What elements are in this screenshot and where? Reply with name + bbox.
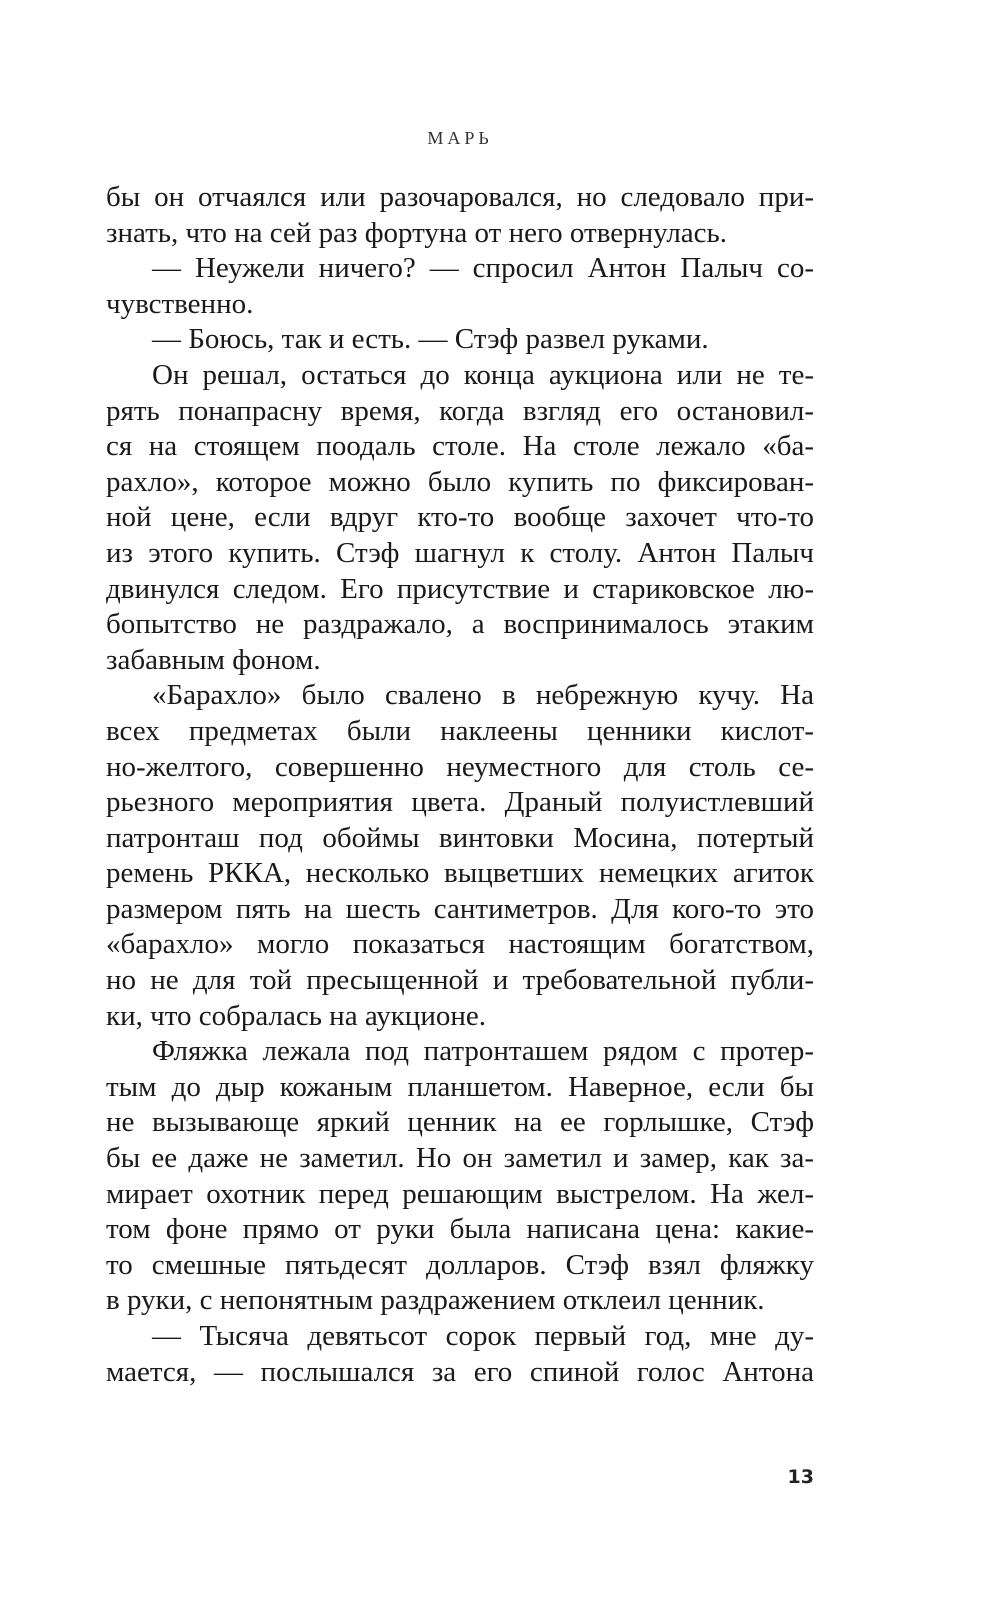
text-line: Он решал, остаться до конца аукциона или не те- [152, 358, 814, 391]
text-line: из этого купить. Стэф шагнул к столу. Антон Палыч [106, 536, 814, 569]
text-line: тым до дыр кожаным планшетом. Наверное, если бы [106, 1070, 814, 1103]
text-line: том фоне прямо от руки была написана цена: какие- [106, 1213, 814, 1246]
text-line: ремень РККА, несколько выцветших немецких агиток [106, 857, 814, 890]
text-line: патронташ под обоймы винтовки Мосина, потертый [106, 821, 814, 854]
text-line: — Боюсь, так и есть. — Стэф развел руками. [152, 323, 709, 356]
text-line: ся на стоящем поодаль столе. На столе лежало «ба- [106, 430, 814, 463]
text-line: «Барахло» было свалено в небрежную кучу. На [152, 679, 814, 712]
text-line: бопытство не раздражало, а воспринималось этаким [106, 608, 814, 641]
text-line: в руки, с непонятным раздражением отклеил ценник. [106, 1284, 765, 1317]
text-line: рьезного мероприятия цвета. Драный полуистлевший [106, 786, 814, 819]
text-line: ки, что собралась на аукционе. [106, 999, 486, 1032]
text-line: бы он отчаялся или разочаровался, но следовало при- [106, 181, 814, 213]
text-line: чувственно. [106, 287, 254, 320]
text-line: Фляжка лежала под патронташем рядом с протер- [152, 1035, 814, 1068]
text-line: но не для той пресыщенной и требовательной публи- [106, 964, 814, 997]
text-line: но-желтого, совершенно неуместного для столь се- [106, 750, 814, 783]
text-line: размером пять на шесть сантиметров. Для кого-то это [106, 892, 814, 925]
text-line: бы ее даже не заметил. Но он заметил и замер, как за- [106, 1142, 814, 1175]
text-line: рять понапрасну время, когда взгляд его остановил- [106, 394, 814, 427]
text-line: знать, что на сей раз фортуна от него отвернулась. [106, 216, 728, 249]
running-head: МАРЬ [427, 128, 493, 148]
text-line: мирает охотник перед решающим выстрелом. На жел- [106, 1177, 814, 1210]
text-line: то смешные пятьдесят долларов. Стэф взял фляжку [106, 1248, 814, 1281]
text-line: «барахло» могло показаться настоящим богатством, [106, 928, 814, 961]
page-number: 13 [787, 1466, 814, 1488]
text-line: двинулся следом. Его присутствие и стариковское лю- [106, 572, 814, 605]
text-line: рахло», которое можно было купить по фиксирован- [106, 465, 814, 498]
text-line: — Тысяча девятьсот сорок первый год, мне ду- [152, 1320, 814, 1352]
text-line: — Неужели ничего? — спросил Антон Палыч со- [152, 252, 814, 285]
body-text [106, 180, 814, 1390]
text-line: забавным фоном. [106, 643, 321, 676]
text-line: не вызывающе яркий ценник на ее горлышке, Стэф [106, 1106, 814, 1139]
text-line: мается, — послышался за его спиной голос Антона [106, 1355, 814, 1388]
text-line: всех предметах были наклеены ценники кислот- [106, 714, 814, 747]
text-line: ной цене, если вдруг кто-то вообще захочет что-то [106, 501, 814, 534]
